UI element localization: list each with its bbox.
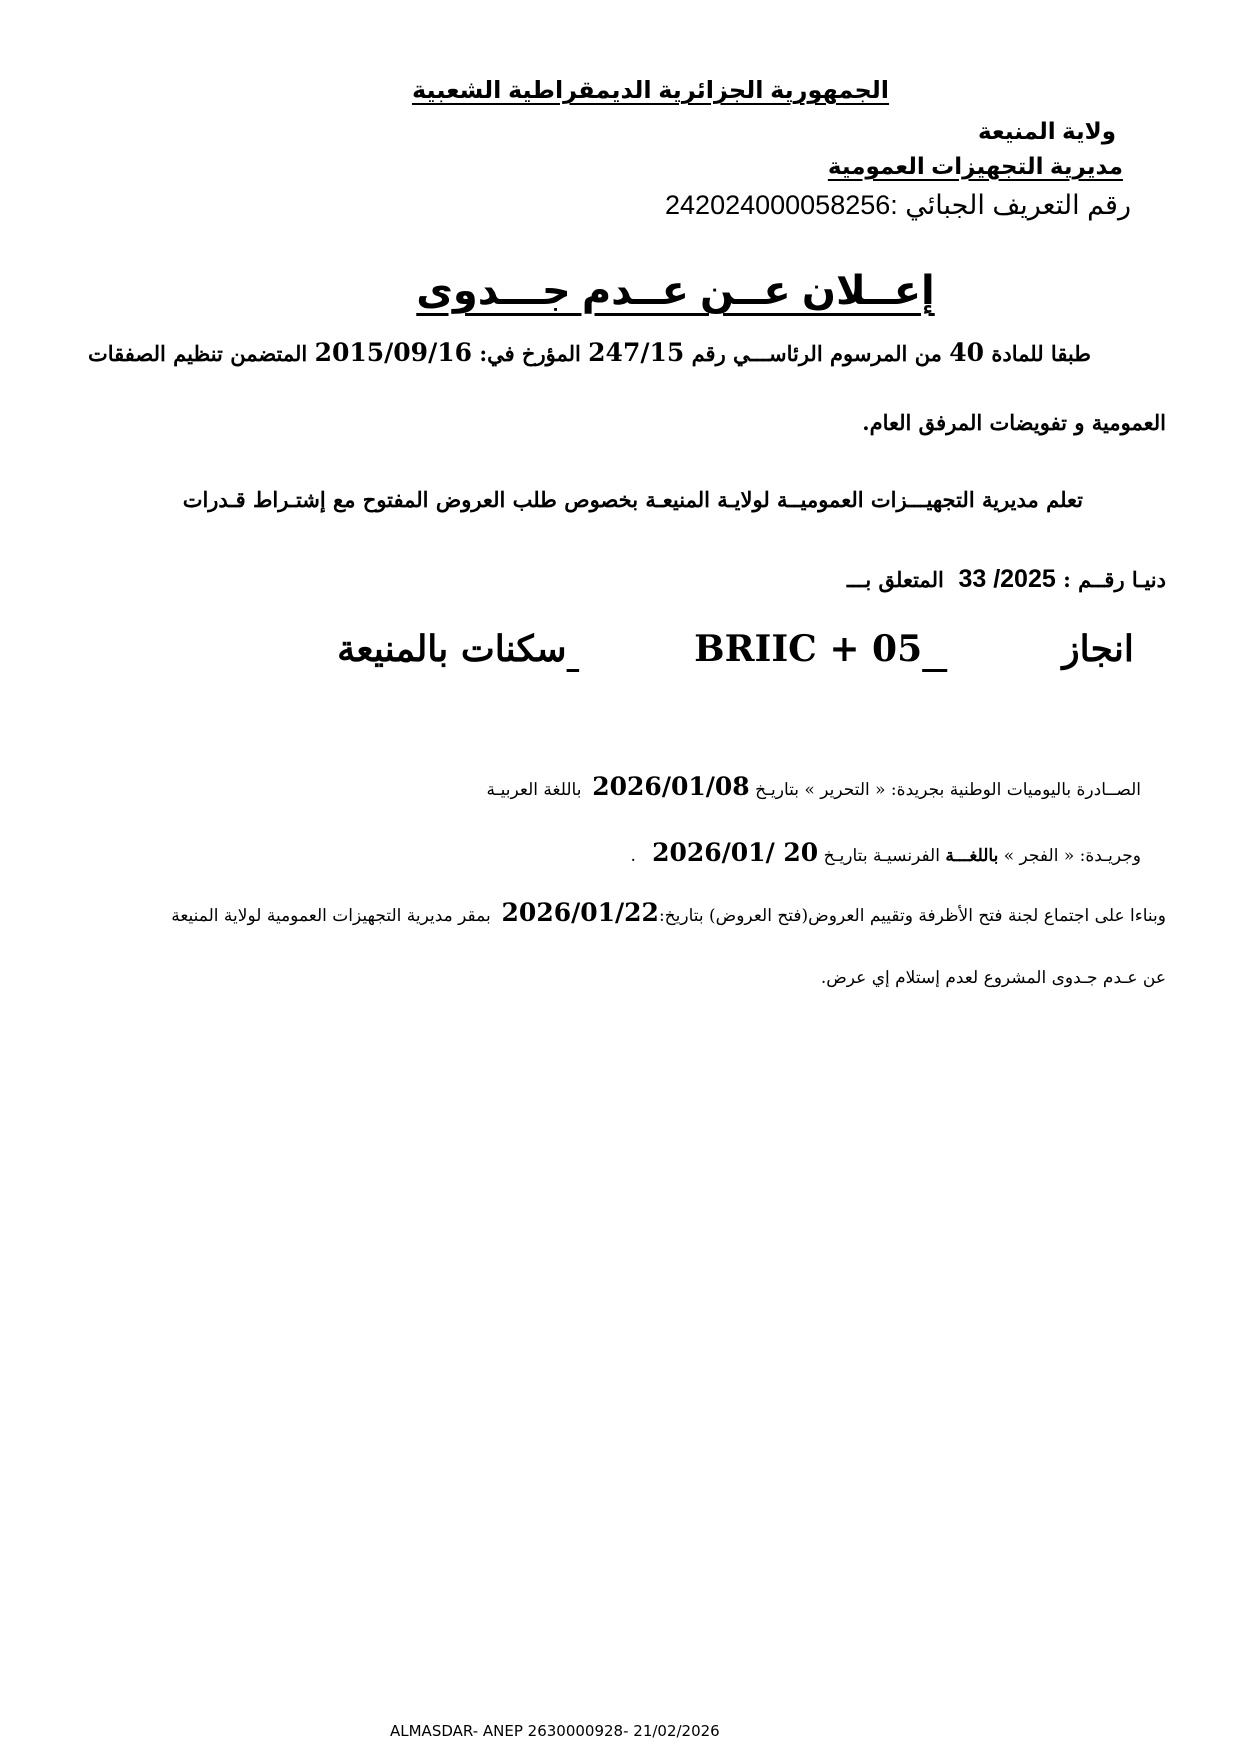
- meeting-date: 2026/01/22: [501, 898, 659, 927]
- legal-basis-line-1: [88, 338, 1091, 367]
- legal-prefix: طبقا للمادة: [991, 341, 1091, 366]
- pub-language-1: باللغة العربيـة: [486, 780, 582, 800]
- tender-reference: 33 /2025: [958, 565, 1056, 593]
- republic-text: الجمهورية الجزائرية الديمقراطية الشعبية: [411, 77, 890, 104]
- tax-id-value: 242024000058256: [665, 190, 891, 220]
- pub-date-2: 2026/01/ 20: [652, 838, 819, 867]
- dated-label: المؤرخ في:: [479, 341, 581, 366]
- directorate-name: مديرية التجهيزات العمومية: [827, 153, 1123, 179]
- republic-heading: [0, 76, 1241, 105]
- decree-number: 247/15: [588, 338, 685, 367]
- project-title: [0, 628, 1241, 670]
- tender-label: دنيـا رقــم :: [1063, 567, 1166, 592]
- publication-line-1: [487, 772, 1141, 801]
- pub-date-1: 2026/01/08: [592, 772, 750, 801]
- publication-line-2: [630, 838, 1141, 867]
- announcement-line-2: [847, 565, 1166, 594]
- project-suffix: سكنات بالمنيعة: [337, 628, 567, 670]
- pub-french-newspaper: وجريـدة: « الفجر »: [1003, 846, 1141, 866]
- announcement-line-1: تعلم مديرية التجهيـــزات العموميــة لولايـة المنيعـة بخصوص طلب العروض المفتوح مع إشتـراط قـدرات: [182, 487, 1083, 512]
- pub-arabic-newspaper: الصــادرة باليوميات الوطنية بجريدة: « التحرير » بتاريـخ: [755, 780, 1141, 800]
- pub-language-2: الفرنسيـة بتاريـخ: [823, 846, 940, 866]
- announcement-title: [0, 268, 1241, 314]
- project-code: BRIIC + 05: [694, 628, 923, 670]
- pub-period: .: [630, 846, 636, 866]
- decree-date: 2015/09/16: [314, 338, 472, 367]
- tax-id: [665, 190, 1131, 221]
- meeting-location: بمقر مديرية التجهيزات العمومية لولاية المنيعة: [171, 906, 491, 926]
- project-text: [222, 628, 1134, 670]
- article-number: 40: [949, 338, 985, 367]
- footer-reference: ALMASDAR- ANEP 2630000928- 21/02/2026: [390, 1722, 720, 1740]
- tender-suffix: المتعلق بـــ: [846, 567, 944, 592]
- title-text: إعــلان عــن عــدم جـــدوى: [416, 269, 935, 313]
- wilaya-name: ولاية المنيعة: [977, 118, 1116, 144]
- meeting-label: وبناءا على اجتماع لجنة فتح الأظرفة وتقييم العروض(فتح العروض) بتاريخ:: [658, 906, 1166, 926]
- decree-label: من المرسوم الرئاســـي رقم: [691, 341, 942, 366]
- tax-id-label: رقم التعريف الجبائي :: [890, 190, 1131, 220]
- conclusion-line: عن عـدم جـدوى المشروع لعدم إستلام إي عرض.: [820, 968, 1166, 988]
- pub-language-bold: باللغـــة: [945, 846, 999, 866]
- legal-basis-line-2: العمومية و تفويضات المرفق العام.: [862, 410, 1166, 435]
- legal-suffix: المتضمن تنظيم الصفقات: [88, 341, 308, 366]
- project-prefix: انجاز: [1062, 628, 1134, 670]
- meeting-line: [171, 898, 1166, 927]
